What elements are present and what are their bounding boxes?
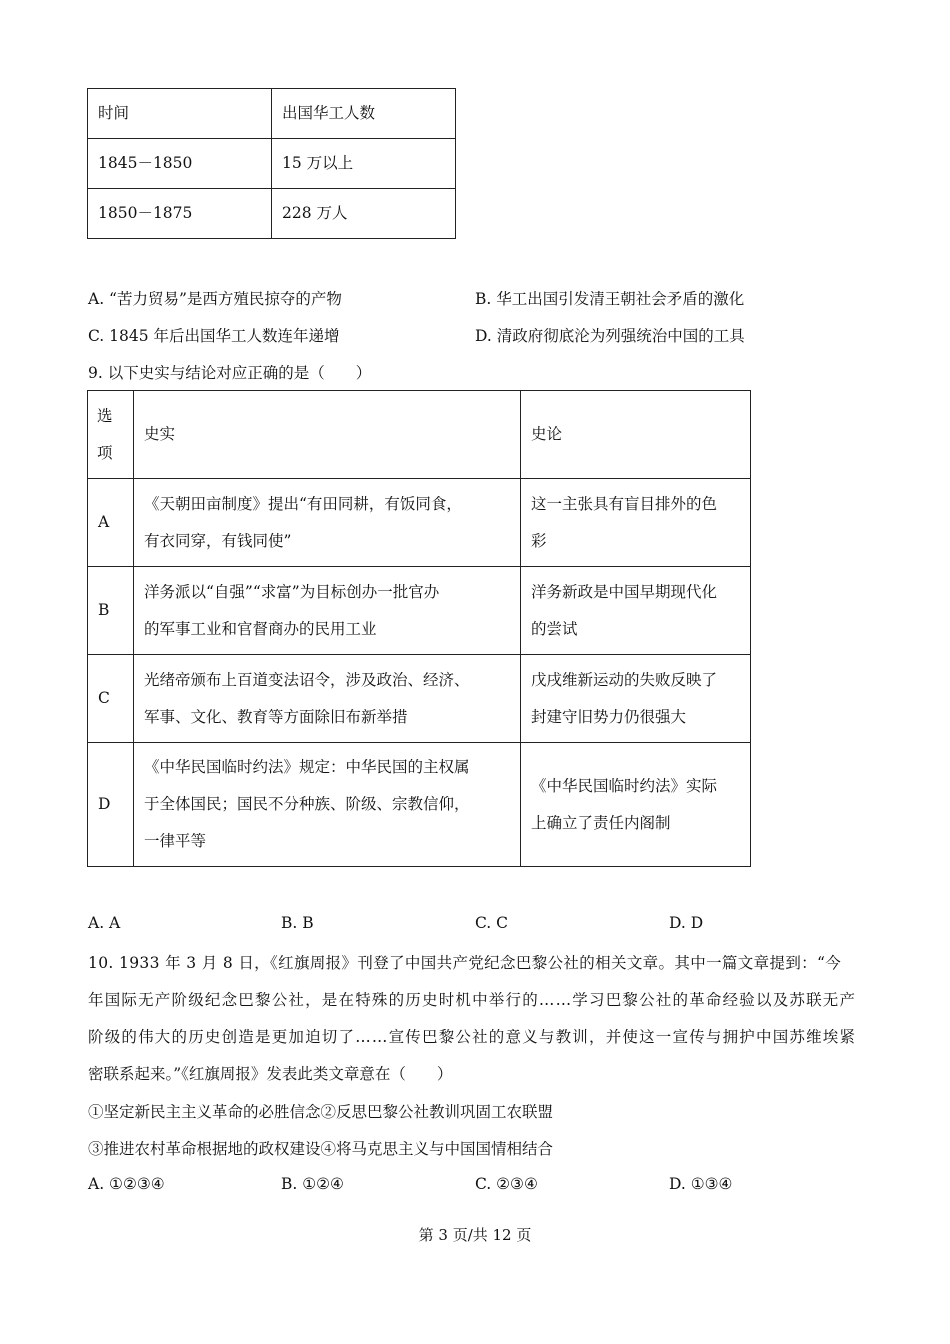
option-label: D (88, 743, 134, 867)
q9-stem: 9. 以下史实与结论对应正确的是（ ） (88, 364, 372, 382)
conclusion-line: 《中华民国临时约法》实际 (531, 776, 718, 795)
table-cell: 1850－1875 (88, 189, 272, 239)
q10-stem-line: 阶级的伟大的历史创造是更加迫切了……宣传巴黎公社的意义与教训，并使这一宣传与拥护中国苏维埃紧 (88, 1028, 857, 1046)
table-header-count: 出国华工人数 (272, 89, 456, 139)
conclusion-cell (521, 743, 751, 867)
option-label: A (88, 479, 134, 567)
table-cell: 228 万人 (272, 189, 456, 239)
q9-option-d: D. D (669, 914, 704, 932)
table-row (88, 139, 456, 189)
fact-cell (134, 743, 521, 867)
fact-line: 《天朝田亩制度》提出“有田同耕，有饭同食， (144, 494, 462, 513)
table-header-option-line2: 项 (97, 443, 113, 462)
table-cell: 1845－1850 (88, 139, 272, 189)
table-row (88, 655, 751, 743)
conclusion-line: 洋务新政是中国早期现代化 (531, 582, 718, 601)
fact-cell (134, 567, 521, 655)
q8-option-a: A. “苦力贸易”是西方殖民掠夺的产物 (88, 290, 342, 308)
fact-line: 有衣同穿，有钱同使” (144, 531, 292, 550)
option-label: C (88, 655, 134, 743)
conclusion-cell (521, 655, 751, 743)
q8-option-c: C. 1845 年后出国华工人数连年递增 (88, 327, 340, 345)
q10-option-c: C. ②③④ (475, 1175, 538, 1193)
conclusion-cell (521, 479, 751, 567)
q10-option-b: B. ①②④ (281, 1175, 344, 1193)
q10-stem-line: 年国际无产阶级纪念巴黎公社，是在特殊的历史时机中举行的……学习巴黎公社的革命经验以及苏联无产 (88, 991, 857, 1009)
conclusion-line: 的尝试 (531, 619, 578, 638)
table-row (88, 89, 456, 139)
conclusion-line: 这一主张具有盲目排外的色 (531, 494, 718, 513)
conclusion-line: 封建守旧势力仍很强大 (531, 707, 687, 726)
table-row (88, 743, 751, 867)
q9-option-c: C. C (475, 914, 509, 932)
conclusion-line: 上确立了责任内阁制 (531, 813, 671, 832)
history-facts-table (87, 390, 751, 867)
q10-option-d: D. ①③④ (669, 1175, 733, 1193)
fact-line: 于全体国民；国民不分种族、阶级、宗教信仰， (144, 795, 470, 813)
emigrant-workers-table (87, 88, 456, 239)
table-cell: 15 万以上 (272, 139, 456, 189)
fact-line: 《中华民国临时约法》规定：中华民国的主权属 (144, 758, 470, 776)
fact-line: 一律平等 (144, 832, 207, 850)
q9-option-b: B. B (281, 914, 314, 932)
fact-line: 光绪帝颁布上百道变法诏令，涉及政治、经济、 (144, 670, 470, 689)
fact-line: 军事、文化、教育等方面除旧布新举措 (144, 707, 408, 726)
conclusion-cell (521, 567, 751, 655)
conclusion-line: 戊戌维新运动的失败反映了 (531, 670, 718, 689)
table-row (88, 189, 456, 239)
table-header-option-line1: 选 (97, 406, 113, 425)
table-header-conclusion: 史论 (521, 391, 751, 479)
q10-stem-line: 密联系起来。”《红旗周报》发表此类文章意在（ ） (88, 1065, 453, 1083)
fact-cell (134, 655, 521, 743)
q10-statement-line: ①坚定新民主主义革命的必胜信念②反思巴黎公社教训巩固工农联盟 (88, 1103, 554, 1121)
q10-stem-line: 10. 1933 年 3 月 8 日，《红旗周报》刊登了中国共产党纪念巴黎公社的相关文章。其中一篇文章提到：“今 (88, 954, 842, 972)
q8-option-d: D. 清政府彻底沦为列强统治中国的工具 (475, 327, 745, 345)
q8-option-b: B. 华工出国引发清王朝社会矛盾的激化 (475, 290, 745, 308)
table-header-fact: 史实 (134, 391, 521, 479)
option-label: B (88, 567, 134, 655)
fact-line: 的军事工业和官督商办的民用工业 (144, 619, 377, 638)
table-row (88, 391, 751, 479)
table-row (88, 479, 751, 567)
q10-option-a: A. ①②③④ (88, 1175, 165, 1193)
fact-line: 洋务派以“自强”“求富”为目标创办一批官办 (144, 582, 440, 601)
table-header-option (88, 391, 134, 479)
page-footer: 第 3 页/共 12 页 (418, 1226, 532, 1244)
table-header-time: 时间 (88, 89, 272, 139)
q10-statement-line: ③推进农村革命根据地的政权建设④将马克思主义与中国国情相结合 (88, 1140, 554, 1158)
q9-option-a: A. A (88, 914, 121, 932)
conclusion-line: 彩 (531, 531, 547, 550)
table-row (88, 567, 751, 655)
fact-cell (134, 479, 521, 567)
